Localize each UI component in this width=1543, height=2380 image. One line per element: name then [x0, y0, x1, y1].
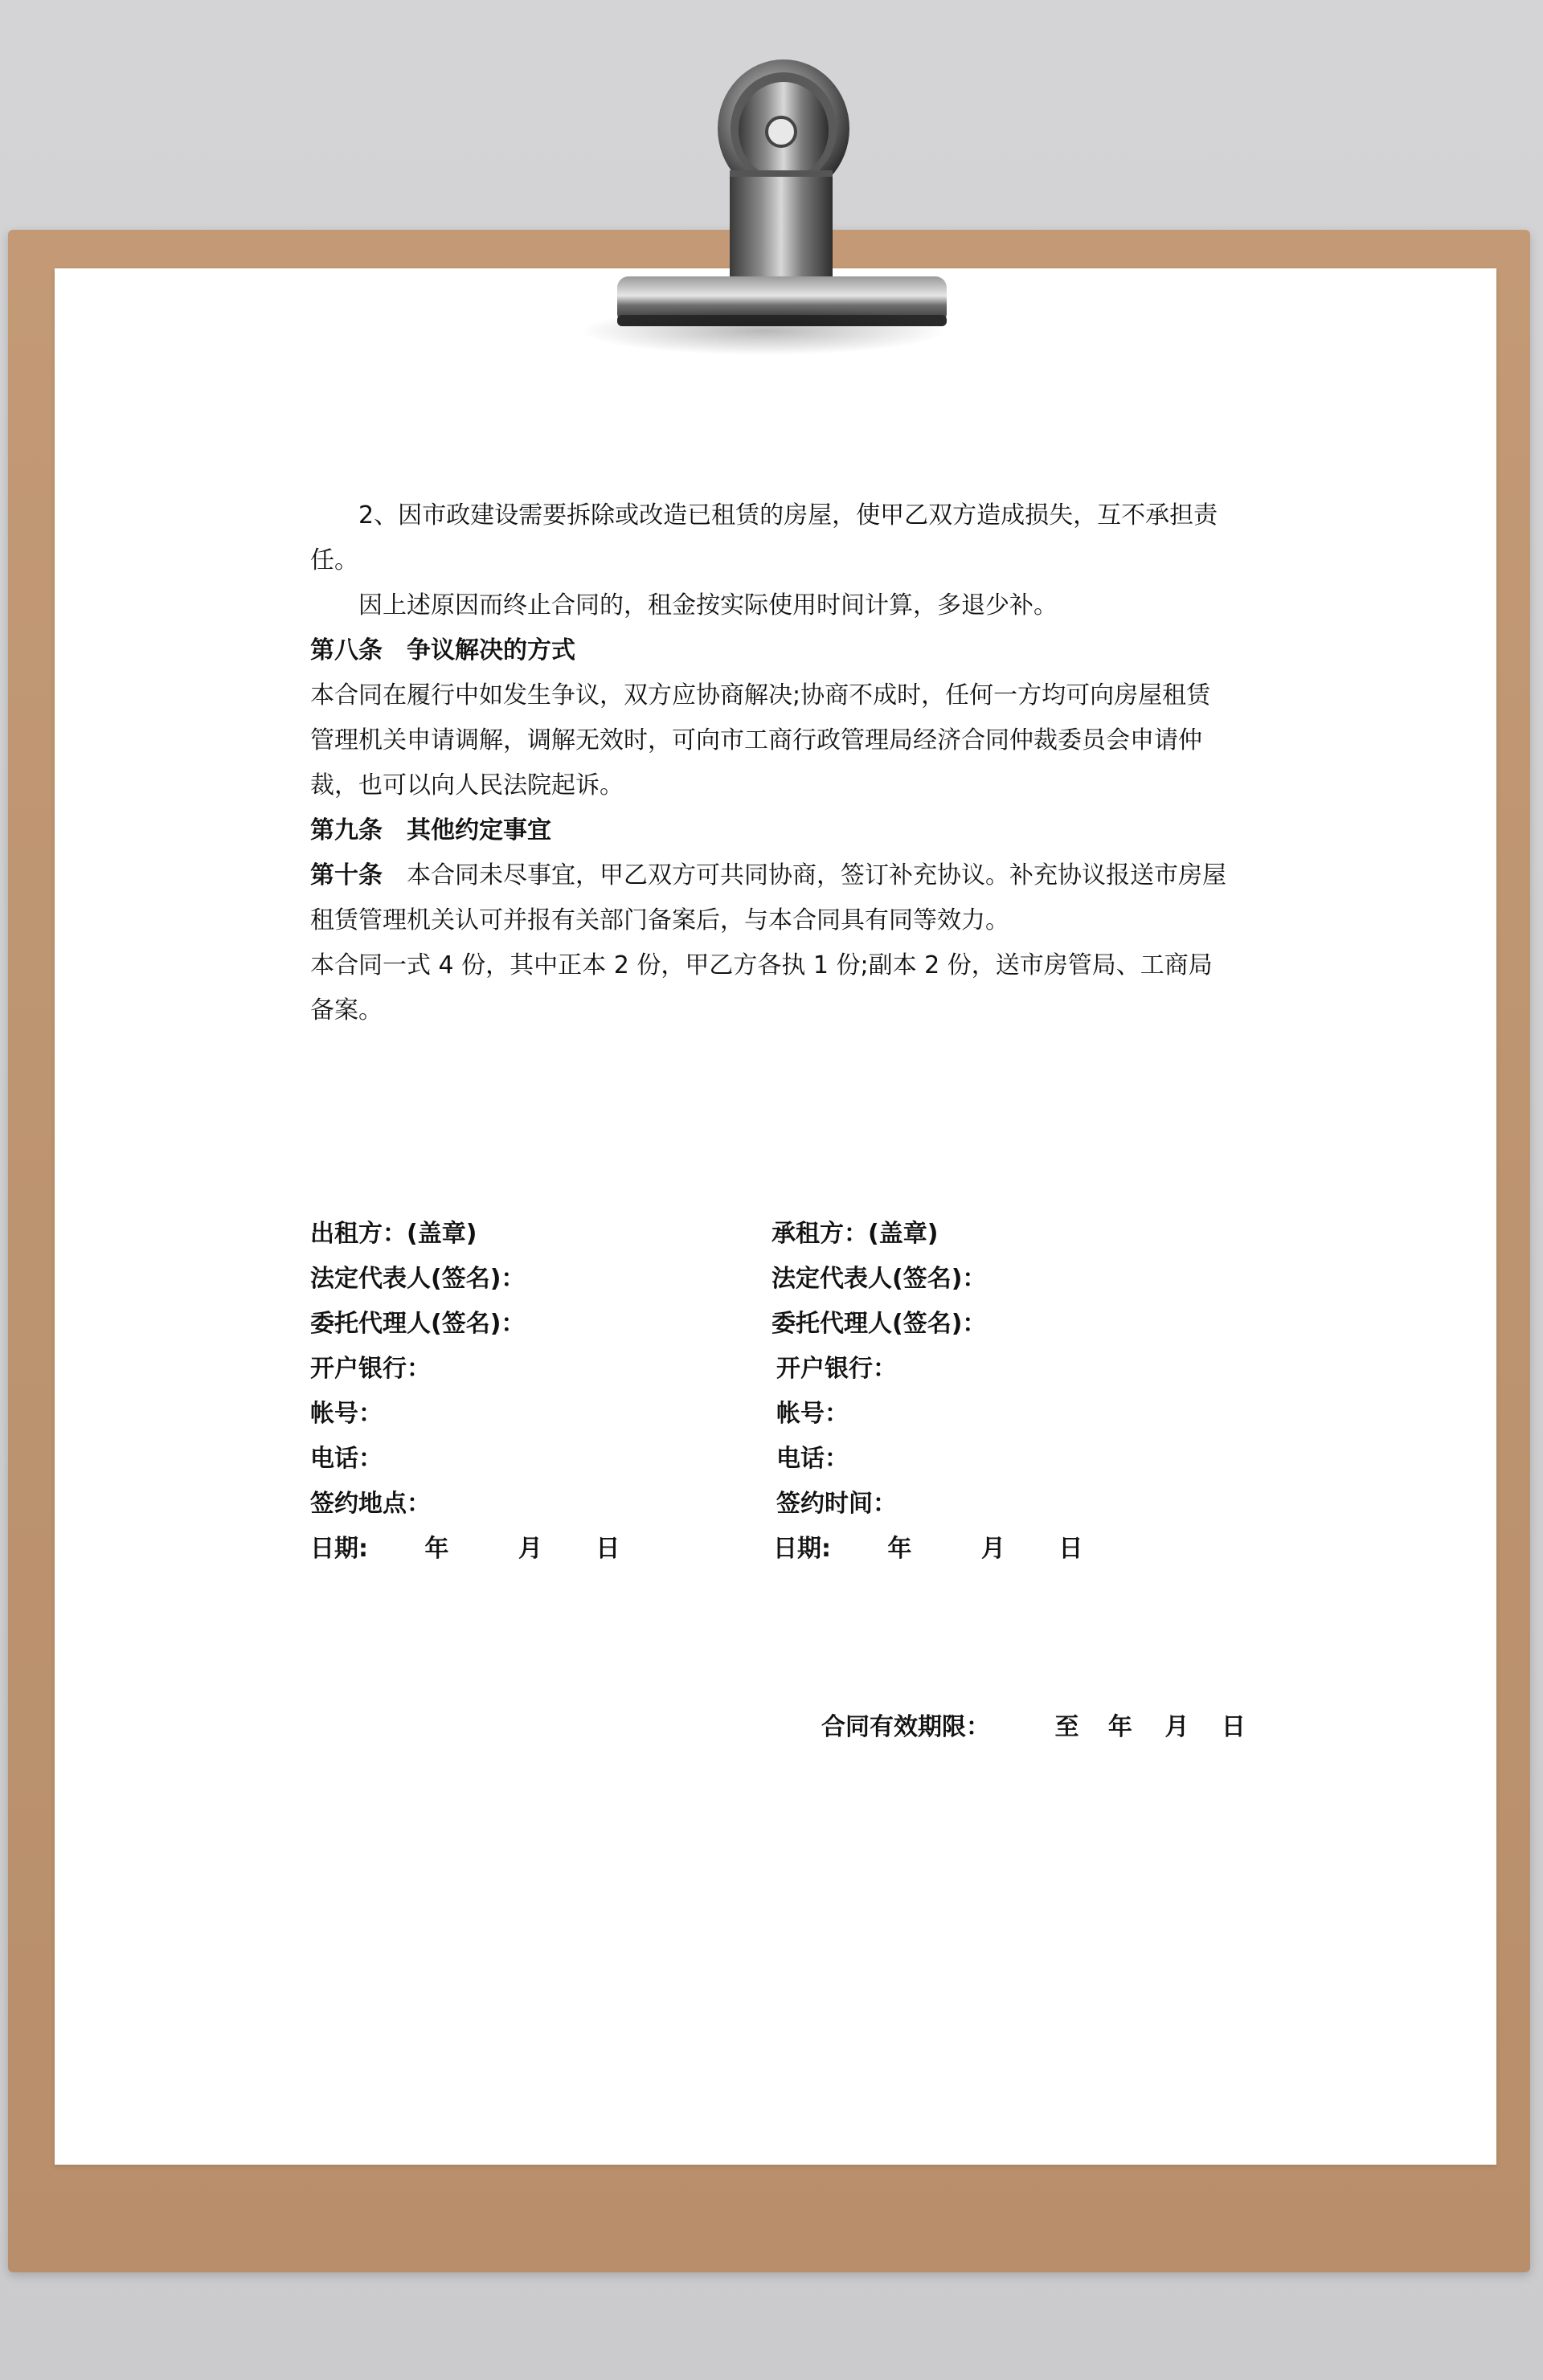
article10-body: 本合同未尽事宜，甲乙双方可共同协商，签订补充协议。补充协议报送市房屋租赁管理机关认可并报有关部门备案后，与本合同具有同等效力。	[310, 861, 1226, 934]
article8-title: 争议解决的方式	[407, 636, 575, 665]
lessor-account: 帐号：	[310, 1400, 383, 1428]
article10-label: 第十条	[310, 861, 383, 889]
lessee-date-day: 日	[1058, 1535, 1083, 1563]
article8-heading	[310, 628, 1226, 673]
article9-heading	[310, 808, 1226, 853]
validity-year: 年	[1107, 1713, 1132, 1741]
article10-paragraph	[310, 853, 1226, 943]
article8-label: 第八条	[310, 636, 383, 665]
lessee-bank: 开户银行：	[776, 1355, 897, 1383]
lessee-date-label: 日期:	[773, 1535, 831, 1563]
article9-label: 第九条	[310, 816, 383, 844]
lessee-legal-rep: 法定代表人(签名)：	[772, 1265, 987, 1293]
lessor-party: 出租方：(盖章)	[310, 1220, 477, 1248]
validity-label: 合同有效期限：	[821, 1713, 990, 1741]
lessor-date-label: 日期:	[310, 1535, 368, 1563]
lessor-date-month: 月	[518, 1535, 542, 1563]
lessor-phone: 电话：	[310, 1445, 383, 1473]
article9-title: 其他约定事宜	[407, 816, 551, 844]
lessor-place: 签约地点：	[310, 1490, 431, 1518]
lessee-phone: 电话：	[776, 1445, 849, 1473]
lessee-date-year: 年	[887, 1535, 912, 1563]
lessee-account: 帐号：	[776, 1400, 849, 1428]
validity-to: 至	[1054, 1713, 1079, 1741]
lessor-legal-rep: 法定代表人(签名)：	[310, 1265, 526, 1293]
validity-month: 月	[1164, 1713, 1189, 1741]
clause-refund: 因上述原因而终止合同的，租金按实际使用时间计算，多退少补。	[358, 591, 1058, 620]
copies-clause: 本合同一式 4 份，其中正本 2 份，甲乙方各执 1 份;副本 2 份，送市房管局、工商局备案。	[310, 951, 1213, 1024]
lessee-agent: 委托代理人(签名)：	[772, 1310, 987, 1338]
validity-day: 日	[1221, 1713, 1246, 1741]
lessor-bank: 开户银行：	[310, 1355, 431, 1383]
binder-clip-icon	[579, 50, 948, 355]
lessee-time: 签约时间：	[776, 1490, 897, 1518]
contract-validity	[821, 1707, 1246, 1742]
lessee-party: 承租方：(盖章)	[772, 1220, 939, 1248]
lessor-agent: 委托代理人(签名)：	[310, 1310, 526, 1338]
lessee-date	[773, 1528, 1083, 1564]
lessor-date-day: 日	[596, 1535, 620, 1563]
lessor-date	[310, 1528, 620, 1564]
clause-demolition: 2、因市政建设需要拆除或改造已租赁的房屋，使甲乙双方造成损失，互不承担责任。	[310, 501, 1218, 575]
lessee-date-month: 月	[980, 1535, 1005, 1563]
article8-body: 本合同在履行中如发生争议，双方应协商解决;协商不成时，任何一方均可向房屋租赁管理机关申请调解，调解无效时，可向市工商行政管理局经济合同仲裁委员会申请仲裁，也可以向人民法院起诉。	[310, 681, 1211, 799]
lessor-date-year: 年	[424, 1535, 449, 1563]
